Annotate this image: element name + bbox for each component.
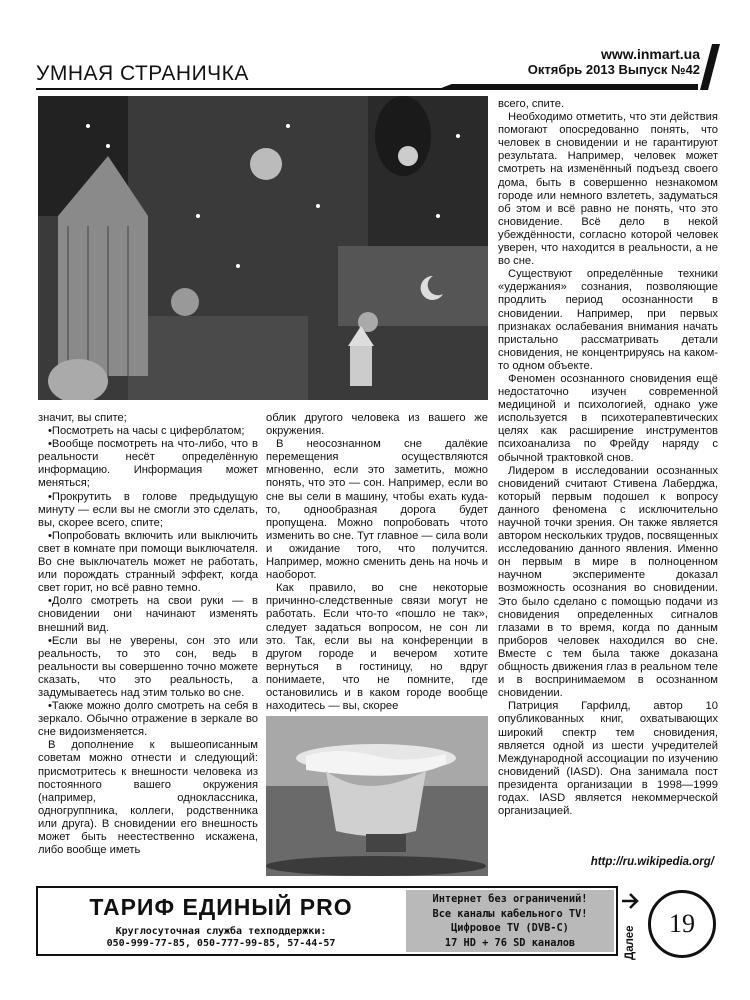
paragraph: •Вообще посмотреть на что-либо, что в реальности несёт определённую информацию. Информация может меняться; [38,438,258,490]
ad-phones: 050-999-77-85, 050-777-99-85, 57-44-57 [106,938,336,949]
article-column-3 [498,98,718,818]
paragraph: всего, спите. [498,98,565,110]
next-label: Далее [624,925,636,960]
ad-feature-cable: Все каналы кабельного TV! [432,907,588,920]
ad-feature-digital: Цифровое TV (DVB-C) [451,922,569,934]
ad-brand: ТАРИФ ЕДИНЫЙ PRO [89,894,353,920]
paragraph: облик другого человека из вашего же окружения. [266,412,488,438]
header-wedge [436,84,698,90]
page-header [36,44,726,92]
paragraph: •Также можно долго смотреть на себя в зеркало. Обычно отражение в зеркале во сне видоизменяется. [38,700,258,739]
site-url: www.inmart.ua [600,46,700,62]
paragraph: В дополнение к вышеописанным советам можно отнести и следующий: присмотритесь к внешности человека из постоянного вашего окружения (например, одноклассника, одногруппника, коллеги, родственника или друга). В сновидении его внешность может быть неестественно искажена, либо вообще иметь [38,739,258,857]
ad-brand-block [42,892,400,950]
sleeping-woman-art [266,716,488,876]
paragraph: значит, вы спите; [38,412,127,424]
article-column-2 [266,412,488,713]
paragraph: Патриция Гарфилд, автор 10 опубликованных книг, охватывающих широкий спектр тем сновидения, является одной из шести учредителей Международной ассоциации по изучению сновидений (IASD). Она занимала пост президента организации в 1998—1999 годах. IASD является некоммерческой организацией. [498,700,718,818]
paragraph: •Если вы не уверены, сон это или реальность, то это сон, ведь в реальности вы совершенно точно можете сказать, что это реальность, а задумываетесь над этим только во сне. [38,634,258,699]
paragraph: Лидером в исследовании осознанных сновидений считают Стивена Лаберджа, который первым подошел к вопросу данного феномена с исключительно научной точки зрения. Он также является автором нескольких трудов, посвященных исследованию данного явления. Именно он первым в мире в полноценном научном эксперименте доказал возможность осознания во сновидении. Это было сделано с помощью подачи из сновидения определенных сигналов глазами в то время, когда по данным приборов человек находился во сне. Вместе с тем была также доказана общность движения глаз в реальном теле и в воспринимаемом в осознанном сновидении. [498,464,718,700]
section-title: УМНАЯ СТРАНИЧКА [36,62,249,85]
ad-support-label: Круглосуточная служба техподдержки: [115,926,327,937]
next-page-indicator[interactable] [620,890,640,960]
page-number: 19 [648,890,716,958]
paragraph: •Посмотреть на часы с циферблатом; [48,425,245,438]
ad-features-block [406,890,614,952]
paragraph: •Прокрутить в голове предыдущую минуту — если вы не смогли это сделать, вы, скорее всего, спите; [38,490,258,529]
paragraph: •Долго смотреть на свои руки — в сновидении они начинают изменять внешний вид. [38,595,258,634]
paragraph: В неосознанном сне далёкие перемещения осуществляются мгновенно, если это заметить, можно понять, что это — сон. Например, если во сне вы сели в машину, чтобы ехать куда-то, однообразная дорога будет пропущена. Можно попробовать чтото изменить во сне. Тут главное — сила воли и ожидание того, что получится. Например, можно сменить день на ночь и наоборот. [266,438,488,582]
dream-illustration-art [38,96,488,400]
paragraph: Феномен осознанного сновидения ещё недостаточно изучен современной медициной и психологией, однако уже используется в психотерапевтических целях как расширение инструментов психоанализа по Фрейду наряду с обычной трактовкой снов. [498,372,718,464]
ad-feature-channels: 17 HD + 76 SD каналов [444,936,576,949]
source-link[interactable]: http://ru.wikipedia.org/ [590,856,714,868]
dream-illustration [38,96,488,400]
article-column-1 [38,412,258,857]
advertisement-banner[interactable] [36,886,618,956]
ad-feature-internet: Интернет без ограничений! [432,893,588,905]
sleeping-woman-illustration [266,716,488,876]
paragraph: Необходимо отметить, что эти действия помогают опосредованно понять, что человек в сновидении и не гарантируют результата. Например, человек может смотреть на изменённый подъезд своего дома, быть в совершенно незнакомом городе или немного взлететь, задуматься об этом и всё равно не понять, что это сновидение. Всё дело в некой убеждённости, согласно которой человек уверен, что находится в реальности, а не во сне. [498,111,718,268]
header-slash [700,44,720,90]
issue-info: Октябрь 2013 Выпуск №42 [527,62,700,77]
paragraph: •Попробовать включить или выключить свет в комнате при помощи выключателя. Во сне выключатель может не работать, или порождать странный эффект, когда свет горит, но всё равно темно. [38,529,258,595]
paragraph: Как правило, во сне некоторые причинно-следственные связи могут не работать. Если что-то «пошло не так», следует задаться вопросом, не сон ли это. Так, если вы на конференции в другом городе и вечером хотите вернуться в гостиницу, но вдруг понимаете, что не помните, где остановились и в каком городе вообще находитесь — вы, скорее [266,582,488,713]
paragraph: Существуют определённые техники «удержания» сознания, позволяющие продлить период осознанности в сновидении. Например, при первых признаках ослабевания внимания начать пристально рассматривать детали сновидения, не концентрируясь на каком-то одном объекте. [498,268,718,372]
